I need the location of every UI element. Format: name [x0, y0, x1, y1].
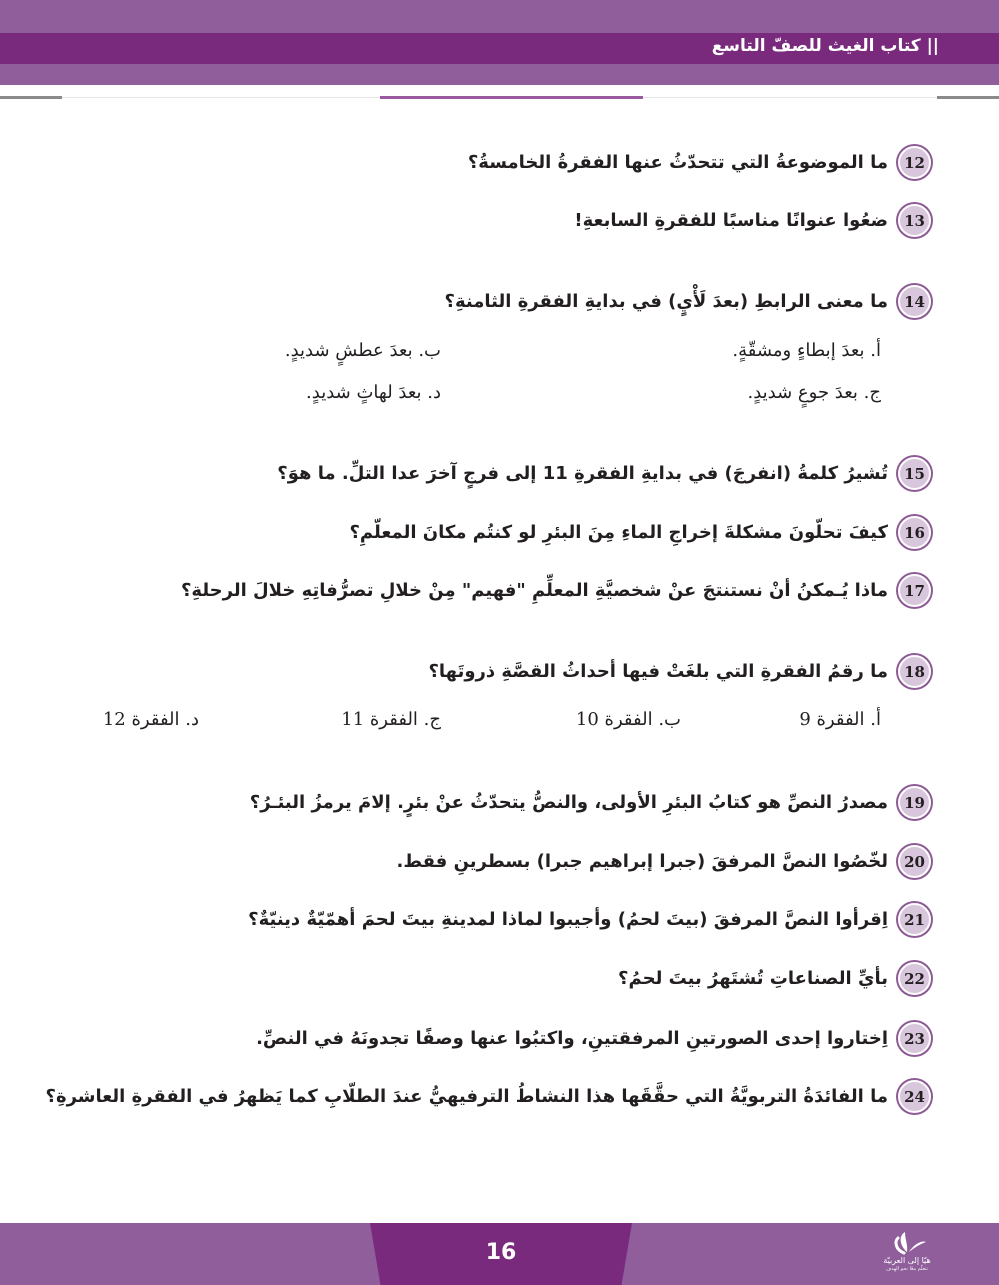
- question-14: [445, 285, 931, 318]
- question-text: لخّصُوا النصَّ المرفقَ (جبرا إبراهيم جبرا) بسطرينِ فقط.: [396, 851, 888, 872]
- leaf-logo-icon: [878, 1228, 936, 1256]
- question-text: كيفَ تحلّونَ مشكلةَ إخراجِ الماءِ مِنَ البئرِ لو كنتُم مكانَ المعلّمِ؟: [349, 522, 888, 543]
- divider-right: [937, 96, 999, 99]
- question-number-badge: 22: [898, 962, 931, 995]
- question-text: مصدرُ النصِّ هو كتابُ البئرِ الأولى، والنصُّ يتحدّثُ عنْ بئرٍ. إلامَ يرمزُ البئـرُ؟: [249, 792, 888, 813]
- question-text: ضعُوا عنوانًا مناسبًا للفقرةِ السابعةِ!: [574, 210, 888, 231]
- option-a: أ. الفقرة 9: [799, 709, 881, 730]
- option-a: أ. بعدَ إبطاءٍ ومشقّةٍ.: [732, 340, 881, 361]
- question-number-badge: 23: [898, 1022, 931, 1055]
- question-23: [256, 1022, 931, 1055]
- question-text: ما معنى الرابطِ (بعدَ لَأْيٍ) في بدايةِ الفقرةِ الثامنةِ؟: [444, 291, 888, 312]
- question-number-badge: 19: [898, 786, 931, 819]
- question-18: [428, 655, 931, 688]
- page-number: 16: [485, 1240, 517, 1265]
- question-number-badge: 20: [898, 845, 931, 878]
- question-text: اِختاروا إحدى الصورتينِ المرفقتينِ، واكتبُوا عنها وصفًا تجدونَهُ في النصِّ.: [256, 1028, 888, 1049]
- question-22: [618, 962, 931, 995]
- logo-text: هيّا إلى العربيّة: [883, 1256, 931, 1265]
- question-number-badge: 14: [898, 285, 931, 318]
- question-number-badge: 15: [898, 457, 931, 490]
- divider-accent: [380, 96, 643, 99]
- question-20: [396, 845, 931, 878]
- publisher-logo: [878, 1228, 936, 1278]
- option-b: ب. بعدَ عطشٍ شديدٍ.: [284, 340, 441, 361]
- question-12: [468, 146, 931, 179]
- logo-tagline: نتعلّم معًا نحو الهدف: [886, 1266, 928, 1272]
- question-text: ما الفائدَةُ التربويَّةُ التي حقَّقَها هذا النشاطُ الترفيهيُّ عندَ الطلّابِ كما يَظهرُ في الفقرةِ العاشرةِ؟: [45, 1086, 888, 1107]
- question-13: [574, 204, 931, 237]
- question-text: تُشيرُ كلمةُ (انفرجَ) في بدايةِ الفقرةِ 11 إلى فرجٍ آخرَ عدا التلِّ. ما هوَ؟: [277, 463, 888, 484]
- header-title-bar: [0, 33, 999, 64]
- question-number-badge: 24: [898, 1080, 931, 1113]
- option-c: ج. الفقرة 11: [341, 709, 441, 730]
- question-number-badge: 16: [898, 516, 931, 549]
- question-number-badge: 21: [898, 903, 931, 936]
- question-number-badge: 13: [898, 204, 931, 237]
- question-text: بأيِّ الصناعاتِ تُشتَهرُ بيتَ لحمُ؟: [618, 968, 888, 989]
- question-number-badge: 12: [898, 146, 931, 179]
- header-top-band: [0, 0, 999, 33]
- option-b: ب. الفقرة 10: [575, 709, 681, 730]
- header-lower-band: [0, 64, 999, 85]
- option-d: د. الفقرة 12: [102, 709, 199, 730]
- option-d: د. بعدَ لهاثٍ شديدٍ.: [306, 382, 441, 403]
- question-text: ما الموضوعةُ التي تتحدّثُ عنها الفقرةُ الخامسةُ؟: [467, 152, 888, 173]
- question-text: ما رقمُ الفقرةِ التي بلغَتْ فيها أحداثُ القصَّةِ ذروتَها؟: [428, 661, 888, 682]
- question-text: ماذا يُـمكنُ أنْ نستنتجَ عنْ شخصيَّةِ المعلِّمِ "فهيم" مِنْ خلالِ تصرُّفاتِهِ خلالَ الرحلةِ؟: [180, 580, 888, 601]
- question-text: اِقرأوا النصَّ المرفقَ (بيتَ لحمُ) وأجيبوا لماذا لمدينةِ بيتَ لحمَ أهمّيّةٌ دينيّةٌ؟: [248, 909, 888, 930]
- question-19: [250, 786, 931, 819]
- question-24: [46, 1080, 931, 1113]
- question-15: [277, 457, 931, 490]
- book-title: || كتاب الغيث للصفّ التاسع: [711, 36, 939, 56]
- question-16: [349, 516, 931, 549]
- divider-left: [0, 96, 62, 99]
- question-number-badge: 17: [898, 574, 931, 607]
- question-21: [248, 903, 931, 936]
- option-c: ج. بعدَ جوعٍ شديدٍ.: [747, 382, 881, 403]
- question-17: [181, 574, 931, 607]
- question-number-badge: 18: [898, 655, 931, 688]
